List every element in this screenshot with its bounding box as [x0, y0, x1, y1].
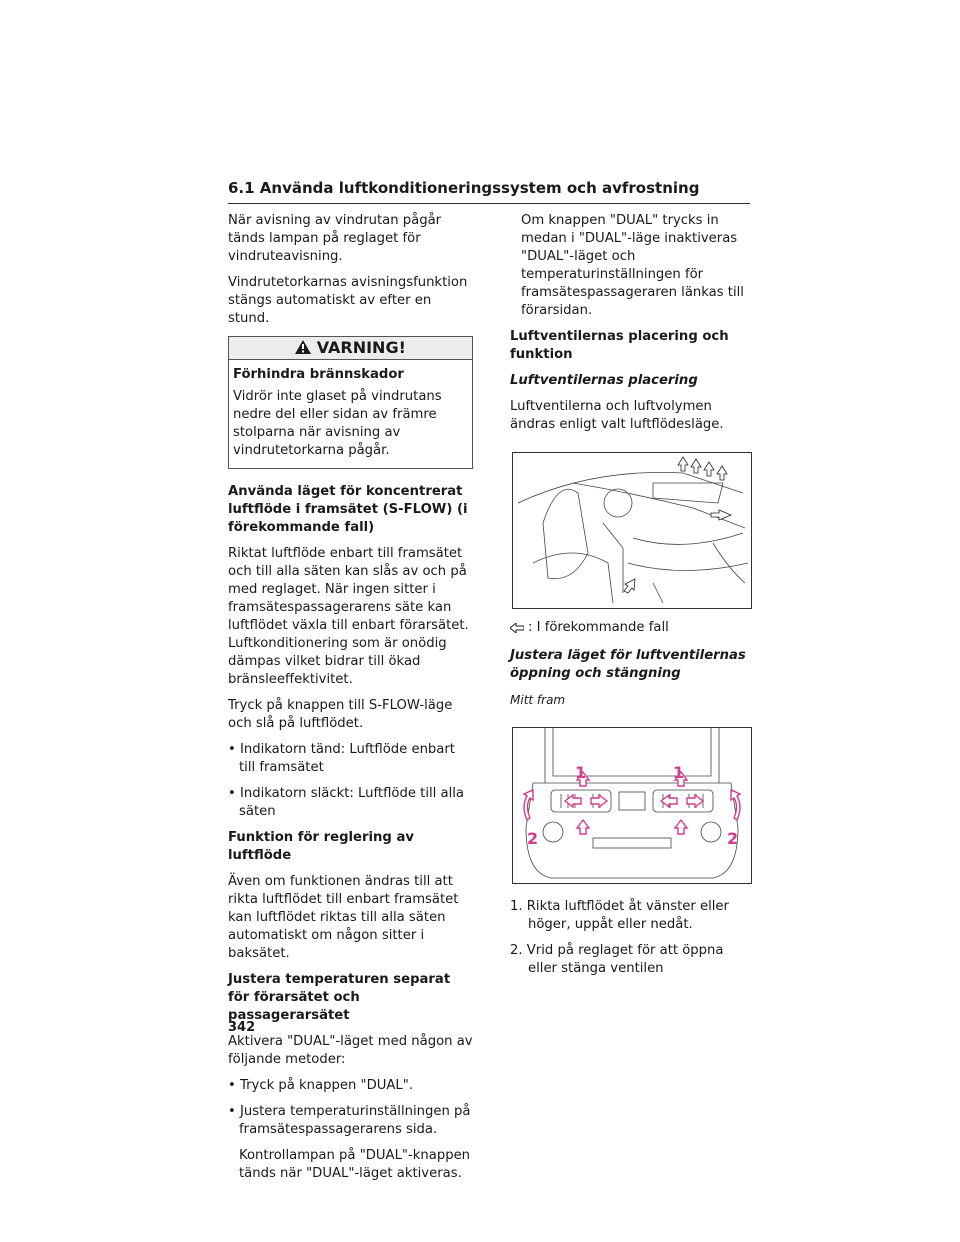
right-column [510, 212, 755, 986]
heading-temperature: Justera temperaturen separat för förarsätet och passagerarsätet [228, 972, 451, 1023]
page-number: 342 [228, 1020, 256, 1035]
left-column [228, 212, 473, 1191]
center-vent-illustration [512, 727, 752, 884]
heading-s-flow: Använda läget för koncentrerat luftflöde i framsätet (S-FLOW) (i förekommande fall) [228, 484, 468, 535]
warning-text: Vidrör inte glaset på vindrutans nedre del eller sidan av främre stolparna när avisning av vindrutetorkarna pågår. [233, 389, 442, 458]
paragraph: Tryck på knappen till S-FLOW-läge och slå på luftflödet. [228, 698, 453, 731]
subheading-vent-adjust: Justera läget för luftventilernas öppning och stängning [510, 648, 746, 681]
bullet-text: Indikatorn tänd: Luftflöde enbart till framsätet [239, 742, 455, 775]
paragraph: Vindrutetorkarnas avisningsfunktion stängs automatiskt av efter en stund. [228, 275, 468, 326]
heading-airflow-control: Funktion för reglering av luftflöde [228, 830, 414, 863]
label-2-right: 2 [727, 829, 739, 848]
bullet-text: Indikatorn släckt: Luftflöde till alla säten [239, 786, 464, 819]
label-1-right: 1 [673, 763, 685, 782]
numbered-step: 1. Rikta luftflödet åt vänster eller höger, uppåt eller nedåt. [510, 899, 729, 932]
label-1-left: 1 [575, 763, 587, 782]
bullet-text: Justera temperaturinställningen på framsätespassagerarens sida. [239, 1104, 471, 1137]
paragraph: Riktat luftflöde enbart till framsätet och till alla säten kan slås av och på med reglaget. När ingen sitter i framsätespassagerarens säte kan luftflödet växla till enbart förarsätet. Luftkonditionering som är onödig dämpas vilket bidrar till ökad bränsleeffektivitet. [228, 546, 469, 687]
paragraph: Luftventilerna och luftvolymen ändras enligt valt luftflödesläge. [510, 399, 724, 432]
numbered-step: 2. Vrid på reglaget för att öppna eller stänga ventilen [510, 943, 724, 976]
warning-box [228, 336, 473, 469]
bullet-text: Tryck på knappen "DUAL". [239, 1078, 414, 1093]
warning-subtitle: Förhindra brännskador [233, 367, 404, 382]
label-2-left: 2 [527, 829, 539, 848]
bullet-item: • Indikatorn släckt: Luftflöde till alla säten [228, 786, 464, 819]
cabin-vents-illustration [512, 452, 752, 609]
legend-text: : I förekommande fall [528, 620, 669, 635]
section-title: 6.1 Använda luftkonditioneringssystem och avfrostning [228, 179, 700, 197]
cabin-drawing [513, 453, 751, 608]
warning-icon [295, 340, 311, 354]
bullet-item: • Tryck på knappen "DUAL". [228, 1078, 414, 1093]
center-vent-drawing [513, 728, 751, 883]
paragraph: När avisning av vindrutan pågår tänds lampan på reglaget för vindruteavisning. [228, 213, 442, 264]
section-header [228, 178, 750, 204]
warning-title: VARNING! [316, 338, 406, 357]
heading-vents: Luftventilernas placering och funktion [510, 329, 729, 362]
bullet-item: • Justera temperaturinställningen på framsätespassagerarens sida. [228, 1104, 471, 1137]
warning-body [229, 360, 472, 468]
paragraph: Aktivera "DUAL"-läget med någon av följande metoder: [228, 1034, 473, 1067]
warning-title-bar [229, 337, 472, 360]
arrow-left-icon [510, 623, 524, 633]
figure-legend [510, 619, 755, 637]
subheading-vent-placement: Luftventilernas placering [510, 373, 698, 388]
subheading-front-center: Mitt fram [510, 693, 566, 707]
paragraph: Om knappen "DUAL" trycks in medan i "DUAL"-läge inaktiveras "DUAL"-läget och temperaturinställningen för framsätespassageraren länkas till förarsidan. [521, 213, 744, 318]
bullet-item: • Indikatorn tänd: Luftflöde enbart till framsätet [228, 742, 455, 775]
bullet-subtext: Kontrollampan på "DUAL"-knappen tänds när "DUAL"-läget aktiveras. [239, 1148, 471, 1181]
paragraph: Även om funktionen ändras till att rikta luftflödet till enbart framsätet kan luftflödet riktas till alla säten automatiskt om någon sitter i baksätet. [228, 874, 459, 961]
